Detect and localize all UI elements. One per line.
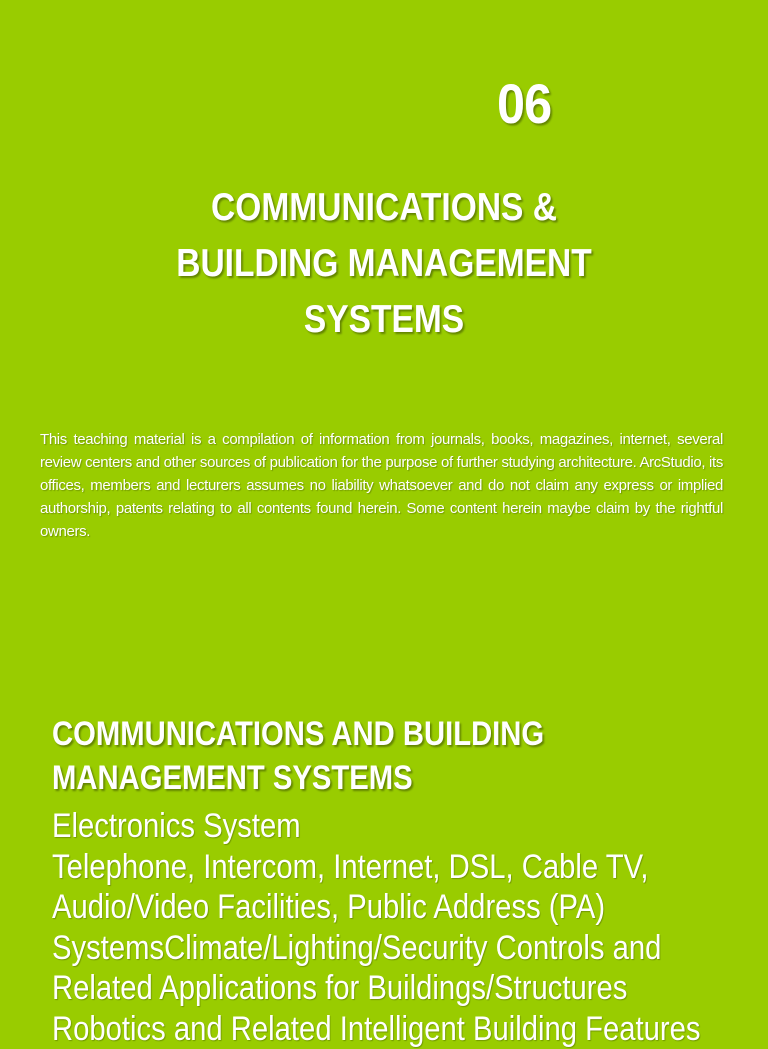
body-line: SystemsClimate/Lighting/Security Controls and — [52, 928, 701, 969]
section-title-line: COMMUNICATIONS AND BUILDING — [52, 712, 544, 756]
section-title — [52, 712, 544, 800]
section-title-line: MANAGEMENT SYSTEMS — [52, 756, 544, 800]
body-line: Electronics System — [52, 806, 701, 847]
body-line: Audio/Video Facilities, Public Address (PA) — [52, 887, 701, 928]
body-line: Telephone, Intercom, Internet, DSL, Cable TV, — [52, 847, 701, 888]
body-line: Related Applications for Buildings/Structures — [52, 968, 701, 1009]
disclaimer-text: This teaching material is a compilation of information from journals, books, magazines, internet, several review centers and other sources of publication for the purpose of further studying architecture. ArcStudio, its offices, members and lecturers assumes no liability whatsoever and do not claim any express or implied authorship, patents relating to all contents found herein. Some content herein maybe claim by the rightful owners. — [40, 428, 723, 543]
chapter-number: 06 — [497, 72, 551, 136]
body-text — [52, 806, 701, 1049]
main-title-line: BUILDING MANAGEMENT — [54, 236, 714, 292]
content-slide — [0, 660, 768, 1024]
main-title-line: SYSTEMS — [54, 292, 714, 348]
body-line: Robotics and Related Intelligent Building Features — [52, 1009, 701, 1049]
main-title — [0, 180, 768, 348]
main-title-line: COMMUNICATIONS & — [54, 180, 714, 236]
